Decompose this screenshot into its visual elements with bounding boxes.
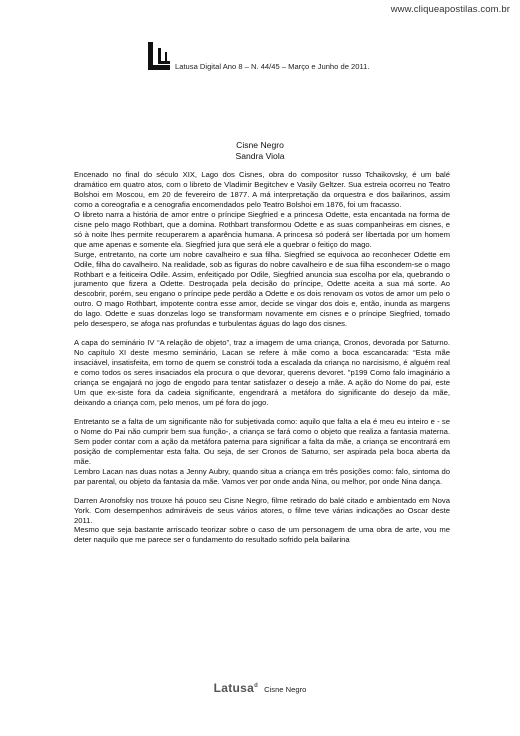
paragraph: Surge, entretanto, na corte um nobre cavalheiro e sua filha. Siegfried se equivoca ao reconhecer Odette em Odile, filha do cavalheiro. Na realidade, sob as figuras do nobre cavalheiro e de sua filha escondem-se o mago Rothbart e a feiticeira Odile. Assim, enfeitiçado por Odile, Siegfried anuncia sua escolha por ela, quebrando o juramento que fizera a Odette. Destroçada pela decisão do príncipe, Odette aceita a sua má sorte. Ao descobrir, porém, seu engano o príncipe pede perdão a Odette e os dois renovam os votos de amor um pelo o outro. O mago Rothbart, impotente contra esse amor, decide se vingar dos dois e, então, inunda as margens do lago. Odette e suas donzelas logo se transformam novamente em cisnes e o príncipe Siegfried, tomado pelo desespero, se afoga nas profundas e turbulentas águas do lago dos cisnes.	[74, 249, 450, 329]
paragraph: Mesmo que seja bastante arriscado teorizar sobre o caso de um personagem de uma obra de arte, vou me deter naquilo que me parece ser o fundamento do resultado sofrido pela bailarina	[74, 525, 450, 545]
article-author: Sandra Viola	[235, 151, 285, 161]
page-footer	[0, 681, 520, 695]
paragraph: Darren Aronofsky nos trouxe há pouco seu Cisne Negro, filme retirado do balé citado e ambientado em Nova York. Com desempenhos admiráveis de seus vários atores, o filme teve várias indicações ao Oscar deste 2011.	[74, 495, 450, 525]
latusa-ll-logo-icon	[148, 42, 178, 72]
paragraph: Encenado no final do século XIX, Lago dos Cisnes, obra do compositor russo Tchaikovsky, é um balé dramático em quatro atos, com o libreto de Vladimir Begitchev e Vasily Geltzer. Sua estreia ocorreu no Teatro Bolshoi em Moscou, em 20 de fevereiro de 1877. A má interpretação da orquestra e dos bailarinos, assim como a coreografia e a cenografia encomendados pelo Teatro Bolshoi em 1876, foi um fracasso.	[74, 170, 450, 209]
article-title: Cisne Negro	[236, 140, 284, 150]
paragraph: O libreto narra a história de amor entre o príncipe Siegfried e a princesa Odette, esta encantada na forma de cisne pelo mago Rothbart, que a domina. Rothbart transformou Odette e as suas companheiras em cisnes, e só à noite lhes permite recuperarem a aparência humana. A princesa só poderá ser libertada por um homem que ame apenas e somente ela. Siegfried jura que será ele a quebrar o feitiço do mago.	[74, 209, 450, 249]
paragraph: Lembro Lacan nas duas notas a Jenny Aubry, quando situa a criança em três posições como: falo, sintoma do par parental, ou objeto da fantasia da mãe. Vamos ver por onde anda Nina, ou melhor, por onde Nina dança.	[74, 466, 450, 486]
journal-line: Latusa Digital Ano 8 – N. 44/45 – Março e Junho de 2011.	[175, 62, 370, 71]
paragraph: Entretanto se a falta de um significante não for subjetivada como: aquilo que falta a ela é meu eu inteiro e - se o Nome do Pai não cumprir bem sua função-, a criança se fará como o objeto que realiza a fantasia materna. Sem poder contar com a ação da metáfora paterna para significar a falta da mãe, a criança se encontrará em posição de complementar esta falta. Ou seja, de ser Cronos de Saturno, ser aspirada pela boca aberta da mãe.	[74, 416, 450, 466]
footer-brand	[214, 681, 258, 695]
footer-brand-text: Latusa	[213, 681, 255, 695]
article-body	[74, 170, 450, 545]
article-heading	[0, 140, 520, 162]
footer-section: Cisne Negro	[264, 685, 307, 694]
paragraph: A capa do seminário IV “A relação de objeto”, traz a imagem de uma criança, Cronos, devorada por Saturno. No capítulo XI deste mesmo seminário, Lacan se refere à mãe como a boca escancarada: “Esta mãe insaciável, insatisfeita, em torno de quem se constrói toda a escalada da criança no narcisismo, é alguém real e como todos os seres insaciados ela procura o que devorar, querens devoret. ”p199 Como falo imaginário a criança se engajará no jogo de engodo para tentar satisfazer o desejo a mãe. A ação do Nome do pai, este Um que ex-siste fora da cadeia significante, engendrará a metáfora do significante do desejo da mãe, deixando a criança com, pelo menos, um pé fora do jogo.	[74, 338, 450, 407]
footer-brand-sup: d	[254, 683, 259, 689]
watermark-url[interactable]: www.cliqueapostilas.com.br	[390, 4, 510, 15]
